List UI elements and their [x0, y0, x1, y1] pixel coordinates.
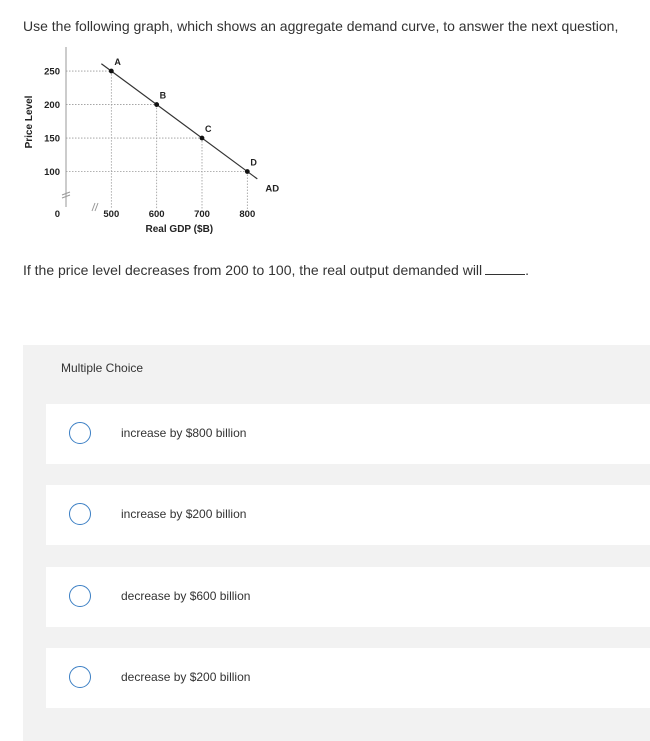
data-point-b — [154, 102, 159, 107]
question-stem — [23, 262, 529, 278]
chart-svg — [20, 45, 290, 245]
multiple-choice-panel — [23, 345, 650, 741]
choice-option-4[interactable] — [46, 648, 650, 708]
data-point-d — [245, 169, 250, 174]
y-axis-label: Price Level — [24, 95, 35, 149]
choice-option-2[interactable] — [46, 485, 650, 545]
x-tick-label: 800 — [239, 209, 256, 220]
question-stem-suffix: . — [525, 262, 530, 278]
y-tick-label: 100 — [44, 167, 60, 179]
data-point-label: A — [114, 57, 121, 68]
choice-option-label: decrease by $200 billion — [121, 670, 251, 684]
data-point-c — [200, 136, 205, 141]
aggregate-demand-chart — [20, 45, 290, 245]
choice-option-label: increase by $200 billion — [121, 507, 247, 521]
data-point-label: C — [205, 124, 212, 135]
origin-label: 0 — [54, 209, 60, 220]
data-point-label: B — [159, 90, 167, 101]
y-tick-label: 250 — [44, 66, 60, 78]
y-tick-label: 200 — [44, 100, 60, 112]
radio-button-icon[interactable] — [69, 666, 91, 688]
choice-option-label: decrease by $600 billion — [121, 589, 251, 603]
data-point-label: D — [250, 157, 257, 168]
choice-option-label: increase by $800 billion — [121, 426, 247, 440]
ad-curve-line — [101, 64, 257, 179]
y-tick-label: 150 — [44, 133, 60, 145]
question-intro: Use the following graph, which shows an aggregate demand curve, to answer the next question, — [23, 18, 619, 34]
data-point-a — [109, 69, 114, 74]
answer-blank — [485, 262, 525, 275]
radio-button-icon[interactable] — [69, 585, 91, 607]
radio-button-icon[interactable] — [69, 422, 91, 444]
x-tick-label: 700 — [194, 209, 210, 220]
multiple-choice-header: Multiple Choice — [61, 361, 144, 375]
choice-option-1[interactable] — [46, 404, 650, 464]
series-label-ad: AD — [265, 183, 280, 195]
question-stem-text: If the price level decreases from 200 to 100, the real output demanded will — [23, 262, 483, 278]
x-axis-break-mark — [92, 203, 98, 211]
choice-option-3[interactable] — [46, 567, 650, 627]
x-axis-label: Real GDP ($B) — [145, 224, 214, 235]
radio-button-icon[interactable] — [69, 503, 91, 525]
x-tick-label: 600 — [148, 209, 165, 220]
x-tick-label: 500 — [103, 209, 120, 220]
